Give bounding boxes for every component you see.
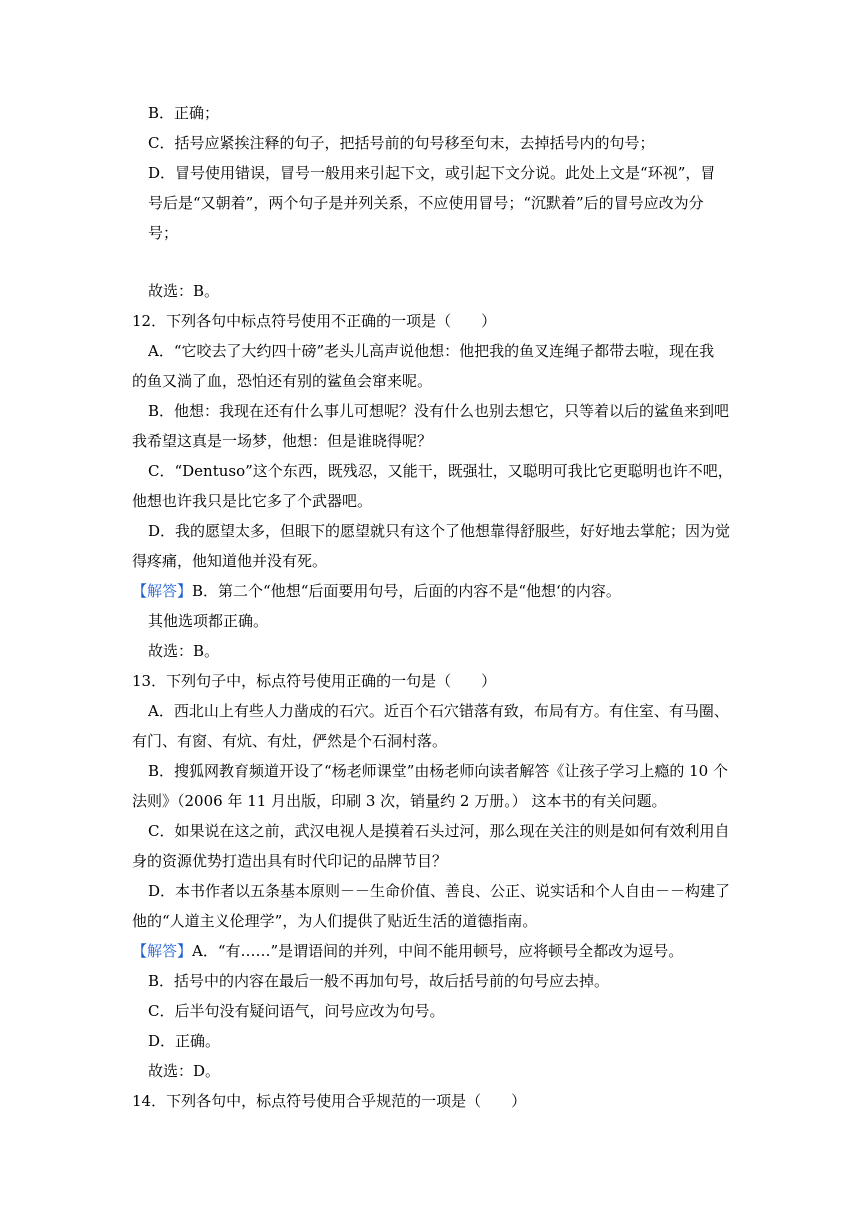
option-c-line-1: C．如果说在这之前，武汉电视人是摸着石头过河，那么现在关注的则是如何有效利用自 [148,822,730,840]
option-d-line-2: 得疼痛，他知道他并没有死。 [132,552,328,570]
option-a-line-1: A．西北山上有些人力凿成的石穴。近百个石穴错落有致，布局有方。有住室、有马圈、 [148,702,729,720]
answer-line: C．后半句没有疑问语气，问号应改为句号。 [148,1002,445,1020]
question-12-stem: 12．下列各句中标点符号使用不正确的一项是（ ） [132,312,497,330]
option-a-line-1: A．“它咬去了大约四十磅”老头儿高声说他想：他把我的鱼叉连绳子都带去啦，现在我 [148,342,715,360]
answer-line: B．括号中的内容在最后一般不再加句号，故后括号前的句号应去掉。 [148,972,610,990]
option-a-line-2: 有门、有窗、有炕、有灶，俨然是个石洞村落。 [132,732,448,750]
answer-line: C．括号应紧挨注释的句子，把括号前的句号移至句末，去掉括号内的句号； [148,134,655,152]
answer-tag: 【解答】 [132,582,193,600]
answer-line: 号； [148,224,179,242]
answer-line: 其他选项都正确。 [148,612,269,630]
option-d-line-2: 他的“人道主义伦理学”，为人们提供了贴近生活的道德指南。 [132,912,538,930]
option-b-line-2: 法则》（2006 年 11 月出版，印刷 3 次，销量约 2 万册。） 这本书的有关问题。 [132,792,667,810]
option-c-line-2: 他想也许我只是比它多了个武器吧。 [132,492,373,510]
option-b-line-1: B．搜狐网教育频道开设了“杨老师课堂”由杨老师向读者解答《让孩子学习上瘾的 10 个 [148,762,728,780]
option-d-line-1: D．本书作者以五条基本原则－－生命价值、善良、公正、说实话和个人自由－－构建了 [148,882,731,900]
answer-line [132,581,621,601]
option-d-line-1: D．我的愿望太多，但眼下的愿望就只有这个了他想靠得舒服些，好好地去掌舵；因为觉 [148,522,731,540]
option-a-line-2: 的鱼又淌了血，恐怕还有别的鲨鱼会窜来呢。 [132,372,433,390]
answer-tag: 【解答】 [132,942,193,960]
option-c-line-2: 身的资源优势打造出具有时代印记的品牌节目？ [132,852,448,870]
answer-line: B．正确； [148,104,220,122]
option-c-line-1: C．“Dentuso”这个东西，既残忍，又能干，既强壮，又聪明可我比它更聪明也许不吧， [148,462,733,480]
answer-line: D．冒号使用错误，冒号一般用来引起下文，或引起下文分说。此处上文是“环视”，冒 [148,164,716,182]
answer-line: D．正确。 [148,1032,221,1050]
answer-line [132,941,683,961]
choice-line: 故选：B。 [148,642,220,660]
question-13-stem: 13．下列句子中，标点符号使用正确的一句是（ ） [132,672,497,690]
answer-line: 号后是“又朝着”，两个句子是并列关系，不应使用冒号；“沉默着”后的冒号应改为分 [148,194,704,212]
answer-text: A．“有……”是谓语间的并列，中间不能用顿号，应将顿号全都改为逗号。 [192,942,684,960]
choice-line: 故选：B。 [148,282,220,300]
option-b-line-1: B．他想：我现在还有什么事儿可想呢？没有什么也别去想它，只等着以后的鲨鱼来到吧 [148,402,730,420]
option-b-line-2: 我希望这真是一场梦，他想：但是谁晓得呢？ [132,432,433,450]
answer-text: B．第二个“他想“后面要用句号，后面的内容不是“他想‘的内容。 [192,582,621,600]
choice-line: 故选：D。 [148,1062,221,1080]
question-14-stem: 14．下列各句中，标点符号使用合乎规范的一项是（ ） [132,1092,527,1110]
